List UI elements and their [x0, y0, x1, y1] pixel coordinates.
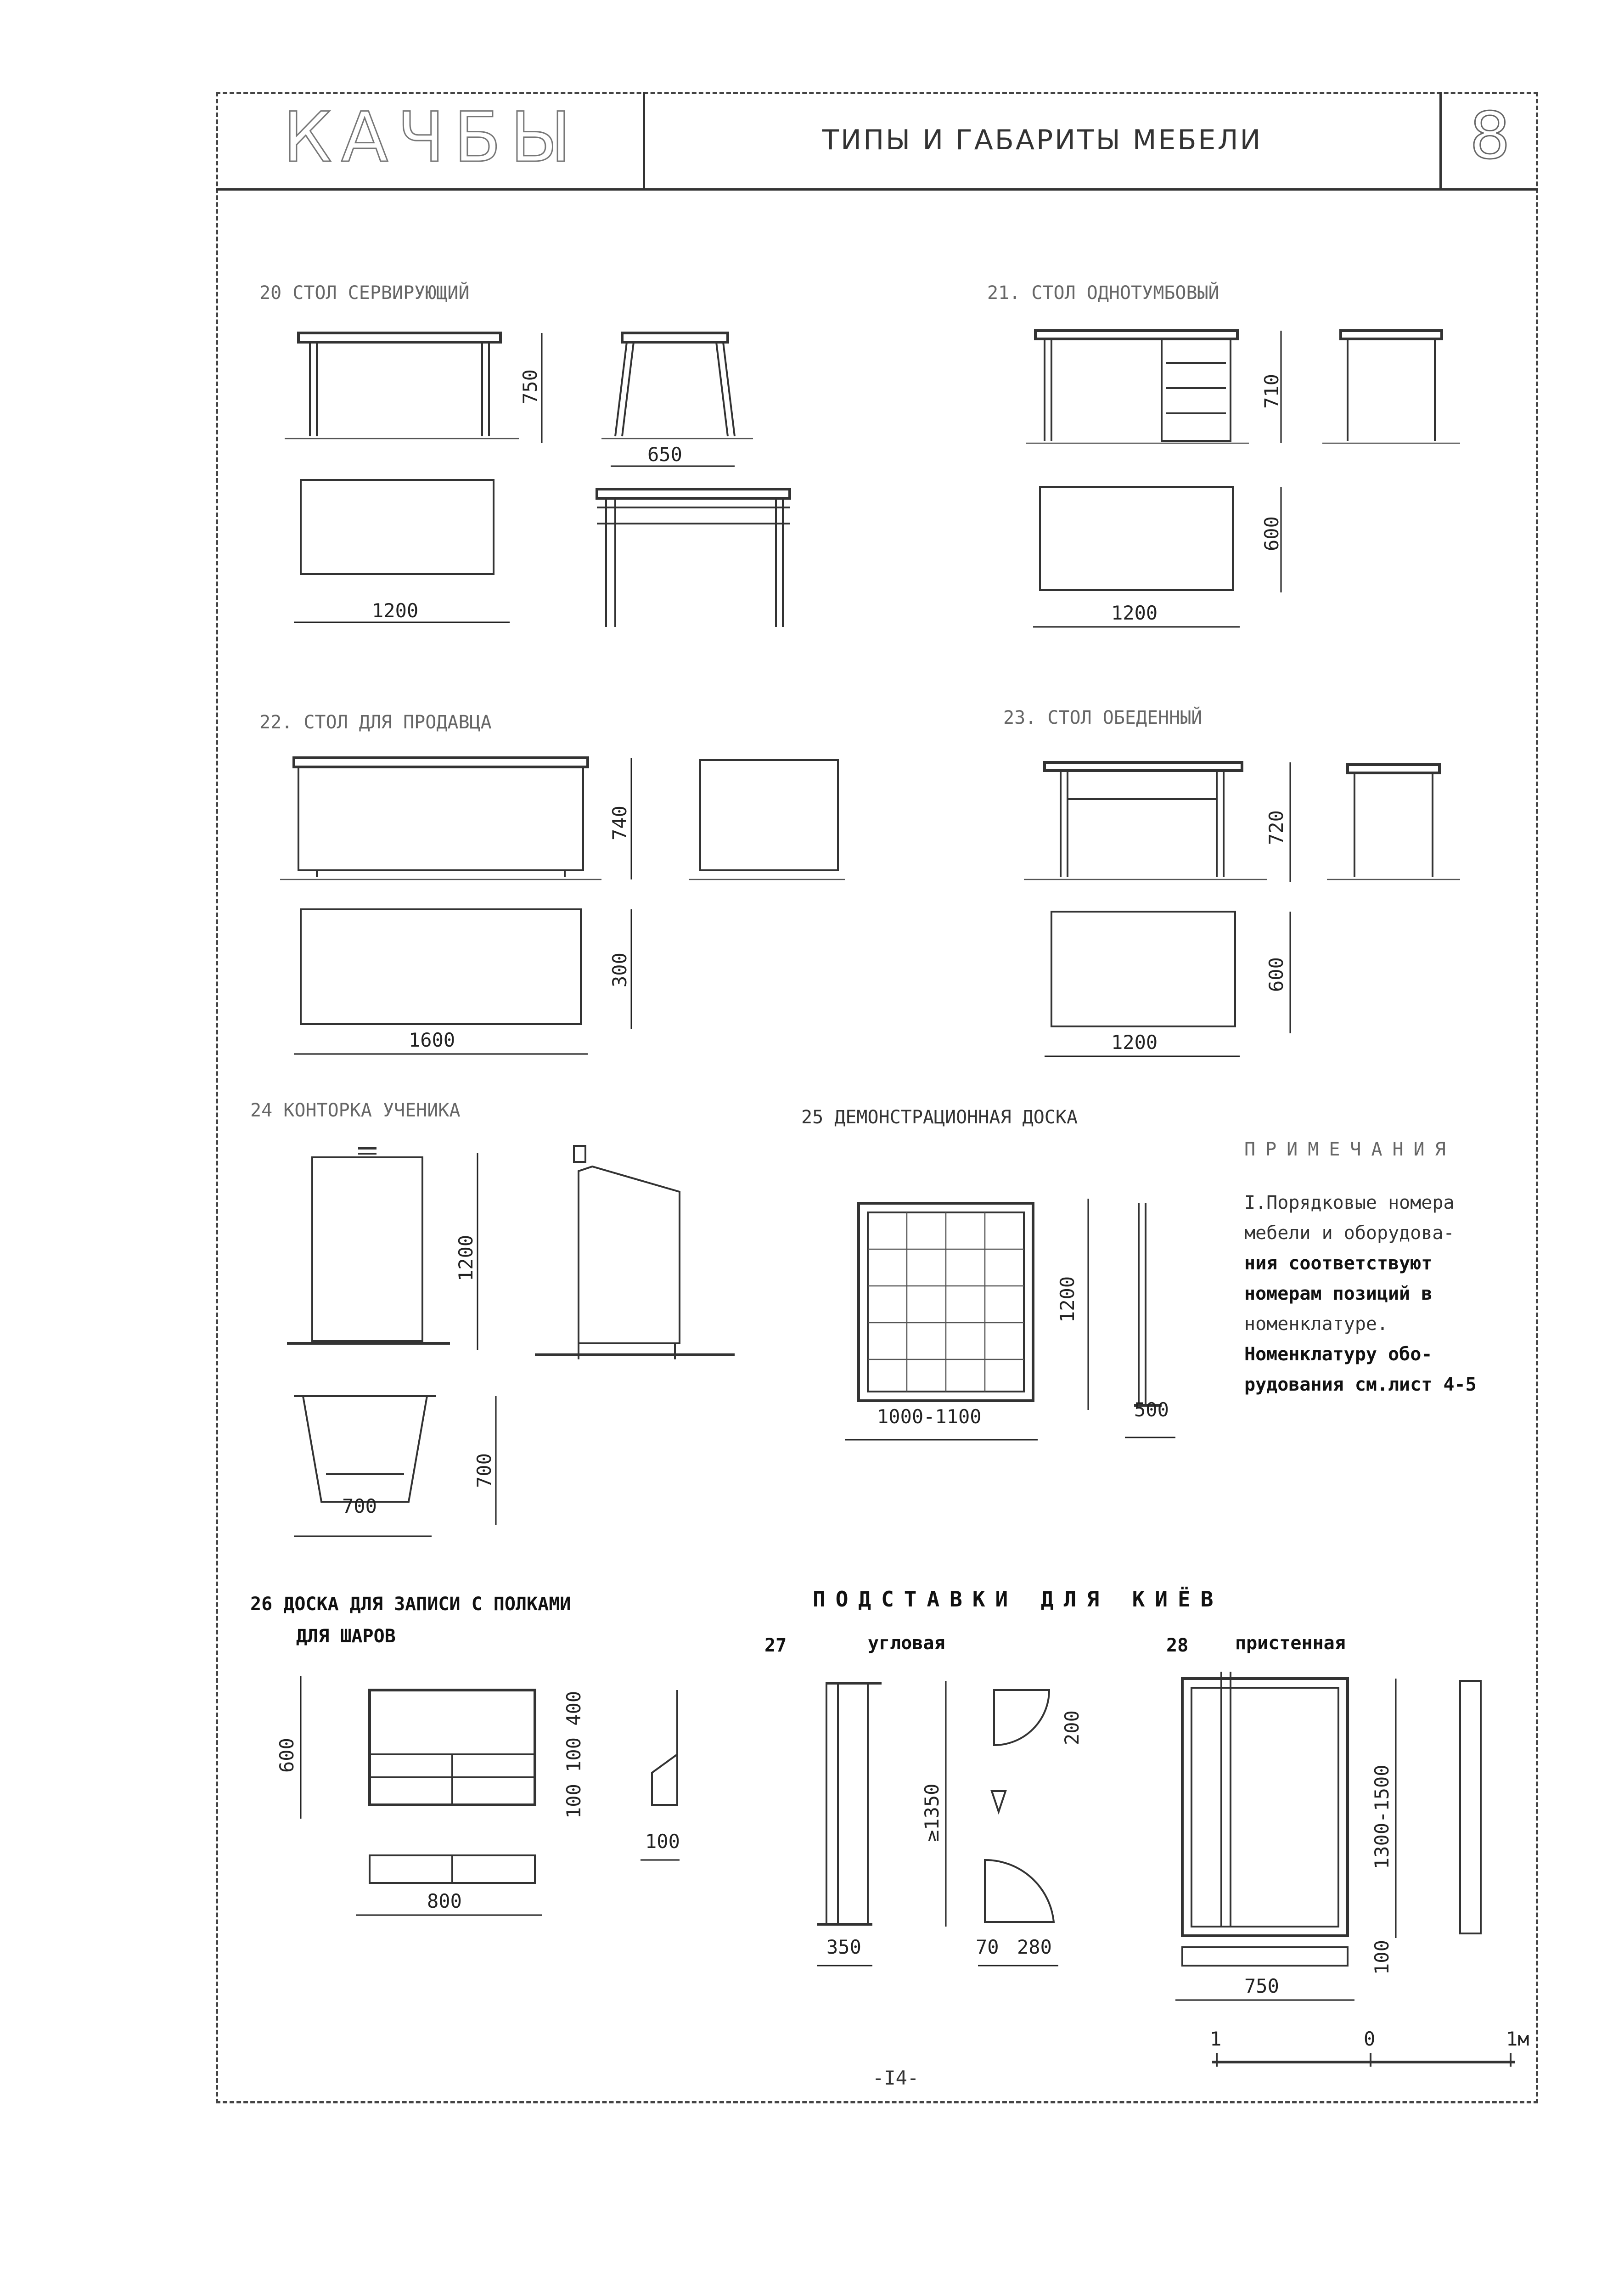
item-26-height-dim: 600: [275, 1738, 298, 1773]
item-27-outer-dim: 280: [1017, 1936, 1052, 1958]
item-25-width-dim: 1000-1100: [877, 1405, 982, 1428]
item-28-depth-dim: 100: [1371, 1940, 1393, 1975]
item-23-height-dim: 720: [1265, 810, 1287, 845]
item-22-depth-dim: 300: [608, 952, 631, 987]
item-26-label: 26 ДОСКА ДЛЯ ЗАПИСИ С ПОЛКАМИ: [250, 1594, 571, 1615]
title-block-logo: КАЧБЫ: [283, 98, 580, 178]
item-20-depth-dim: 650: [647, 443, 682, 466]
item-25-drawing: [845, 1199, 1175, 1440]
item-25-label: 25 ДЕМОНСТРАЦИОННАЯ ДОСКА: [801, 1107, 1078, 1128]
item-26-drawing: [301, 1676, 680, 1915]
item-20-label: 20 СТОЛ СЕРВИРУЮЩИЙ: [259, 282, 470, 304]
item-25-height-dim: 1200: [1056, 1276, 1079, 1323]
scale-bar: [1212, 2053, 1515, 2067]
notes-line: Номенклатуру обо-: [1244, 1344, 1433, 1365]
item-28-number: 28: [1166, 1635, 1189, 1656]
item-23-label: 23. СТОЛ ОБЕДЕННЫЙ: [1003, 707, 1203, 728]
item-27-width-dim: 350: [826, 1936, 861, 1958]
item-26-depth-dim: 100: [645, 1830, 680, 1853]
item-21-label: 21. СТОЛ ОДНОТУМБОВЫЙ: [987, 282, 1219, 304]
notes-line: номерам позиций в: [1244, 1283, 1433, 1304]
notes-line: номенклатуре.: [1244, 1313, 1388, 1335]
item-27-height-dim: ≥1350: [921, 1783, 943, 1842]
item-26-shelf-dims: 100 100 400: [562, 1691, 585, 1819]
item-23-depth-dim: 600: [1265, 957, 1287, 992]
item-20-length-dim: 1200: [372, 599, 419, 622]
item-27-number: 27: [764, 1635, 787, 1656]
item-20-height-dim: 750: [519, 369, 541, 404]
scale-bar-left-label: 1: [1210, 2028, 1222, 2050]
item-26-width-dim: 800: [427, 1890, 462, 1912]
notes-heading: ПРИМЕЧАНИЯ: [1244, 1139, 1456, 1160]
notes-block: [1244, 1139, 1529, 1400]
item-25-depth-dim: 500: [1134, 1398, 1169, 1421]
cue-stands-heading: ПОДСТАВКИ ДЛЯ КИЁВ: [813, 1587, 1224, 1612]
item-21-depth-dim: 600: [1260, 516, 1283, 551]
item-22-drawing: [280, 758, 845, 1054]
item-21-height-dim: 710: [1260, 374, 1283, 409]
scale-bar-zero-label: 0: [1364, 2028, 1376, 2050]
notes-line: рудования см.лист 4-5: [1244, 1374, 1477, 1395]
page-number: -I4-: [872, 2067, 919, 2089]
item-22-height-dim: 740: [608, 806, 631, 840]
item-24-depth-dim: 700: [473, 1453, 495, 1488]
item-21-drawing: [1026, 331, 1460, 627]
item-28-width-dim: 750: [1244, 1975, 1279, 1997]
item-27-radius-dim: 200: [1061, 1710, 1083, 1745]
item-22-length-dim: 1600: [409, 1029, 455, 1051]
item-26-label-line2: ДЛЯ ШАРОВ: [296, 1626, 396, 1647]
item-24-height-dim: 1200: [455, 1234, 477, 1281]
item-28-height-dim: 1300-1500: [1371, 1764, 1393, 1869]
sheet-number: 8: [1469, 99, 1511, 174]
item-21-length-dim: 1200: [1111, 602, 1158, 624]
item-22-label: 22. СТОЛ ДЛЯ ПРОДАВЦА: [259, 712, 492, 733]
item-24-width-dim: 700: [342, 1495, 377, 1517]
item-28-label: пристенная: [1235, 1633, 1346, 1654]
notes-line: I.Порядковые номера: [1244, 1192, 1455, 1213]
scale-bar-right-label: 1м: [1506, 2028, 1529, 2050]
item-24-label: 24 КОНТОРКА УЧЕНИКА: [250, 1100, 461, 1121]
item-23-length-dim: 1200: [1111, 1031, 1158, 1054]
sheet-title: ТИПЫ И ГАБАРИТЫ МЕБЕЛИ: [822, 124, 1263, 156]
item-27-label: угловая: [868, 1633, 945, 1654]
notes-line: мебели и оборудова-: [1244, 1223, 1455, 1244]
item-27-inner-dim: 70: [976, 1936, 999, 1958]
item-28-drawing: [1175, 1672, 1481, 2000]
item-24-drawing: [287, 1146, 735, 1536]
notes-line: ния соответствуют: [1244, 1253, 1433, 1274]
item-23-drawing: [1024, 762, 1460, 1056]
